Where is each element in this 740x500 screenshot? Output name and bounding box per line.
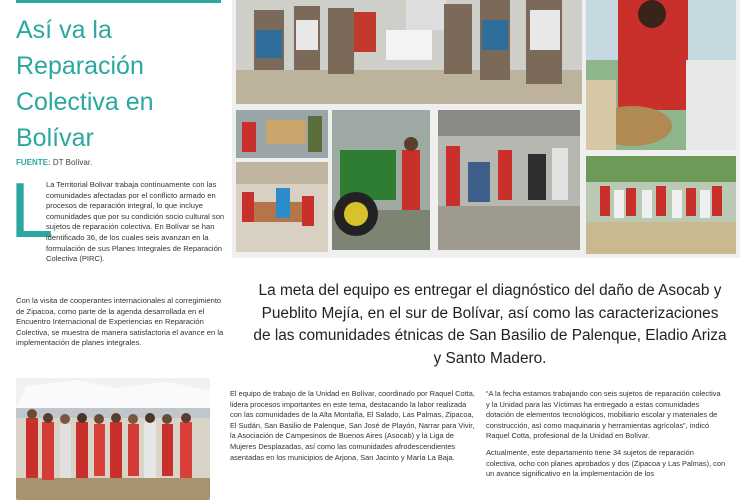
source-value: DT Bolívar. (52, 158, 93, 167)
group-photo (16, 378, 210, 500)
photo-community-group (586, 156, 736, 254)
lead-quote: La meta del equipo es entregar el diagnóstico del daño de Asocab y Pueblito Mejía, en el sur de Bolívar, así como las caracterizaciones de las comunidades étnicas de San Basilio de Palenque, Eladio Ariza y Santo Madero. (253, 282, 727, 367)
article-title: Así va la Reparación Colectiva en Bolívar (16, 16, 154, 152)
photo-group-seated (438, 110, 580, 250)
source-label: FUENTE: (16, 158, 51, 167)
drop-cap: L (10, 166, 54, 254)
intro-paragraph: La Territorial Bolivar trabaja continuamente con las comunidades afectadas por el conflicto armado en procesos de reparación integral, lo que incluye comunidades que por su condición socio cultural son sujetos de reparación colectiva. En Bolívar se han identificado 36, de los cuales seis avanzan en la formulación de sus Planes Integrales de Reparación Colectiva (PIRC). (46, 180, 225, 264)
photo-community-meeting (236, 0, 582, 104)
photo-tractor (332, 110, 430, 250)
photo-woman-basket (586, 0, 736, 150)
second-paragraph: Con la visita de cooperantes internacionales al corregimiento de Zipacoa, como parte de la agenda desarrollada en el Encuentro Internacional de Experiencias en Reparación Colectiva, se muestra de manera satisfactoria el avance en la implementación de planes integrales. (16, 296, 224, 348)
body-column-left: El equipo de trabajo de la Unidad en Bolívar, coordinado por Raquel Cotta, lidera procesos importantes en este tema, destacando la labor realizada con las comunidades de la Alta Montaña, El Salado, Las Palmas, Zipacoa, El Sudán, San Basilio de Palenque, San José de Playón, Narrar para Vivir, la Asociación de Campesinos de Buenos Aires (Asocab) y la Liga de Mujeres Desplazadas, así como las comunidades afrodescendientes asentadas en los municipios de Arjona, San Jacinto y María La Baja. (230, 389, 475, 462)
body-quote-paragraph: “A la fecha estamos trabajando con seis sujetos de reparación colectiva y la Unidad para las Víctimas ha entregado a estas comunidades dotación de elementos tecnológicos, mobiliario escolar y materiales de construcción, así como maquinaria y herramientas agrícolas”, indicó Raquel Cotta, profesional de la Unidad en Bolívar. (486, 389, 721, 441)
body-status-paragraph: Actualmente, este departamento tiene 34 sujetos de reparación colectiva, ocho con planes aprobados y dos (Zipacoa y Las Palmas), con un avance significativo en la implementación de los (486, 447, 726, 479)
photo-boxes (236, 110, 328, 158)
photo-collage (232, 0, 740, 258)
photo-classroom (236, 162, 328, 252)
accent-bar (16, 0, 221, 3)
body-column-right (486, 389, 726, 486)
